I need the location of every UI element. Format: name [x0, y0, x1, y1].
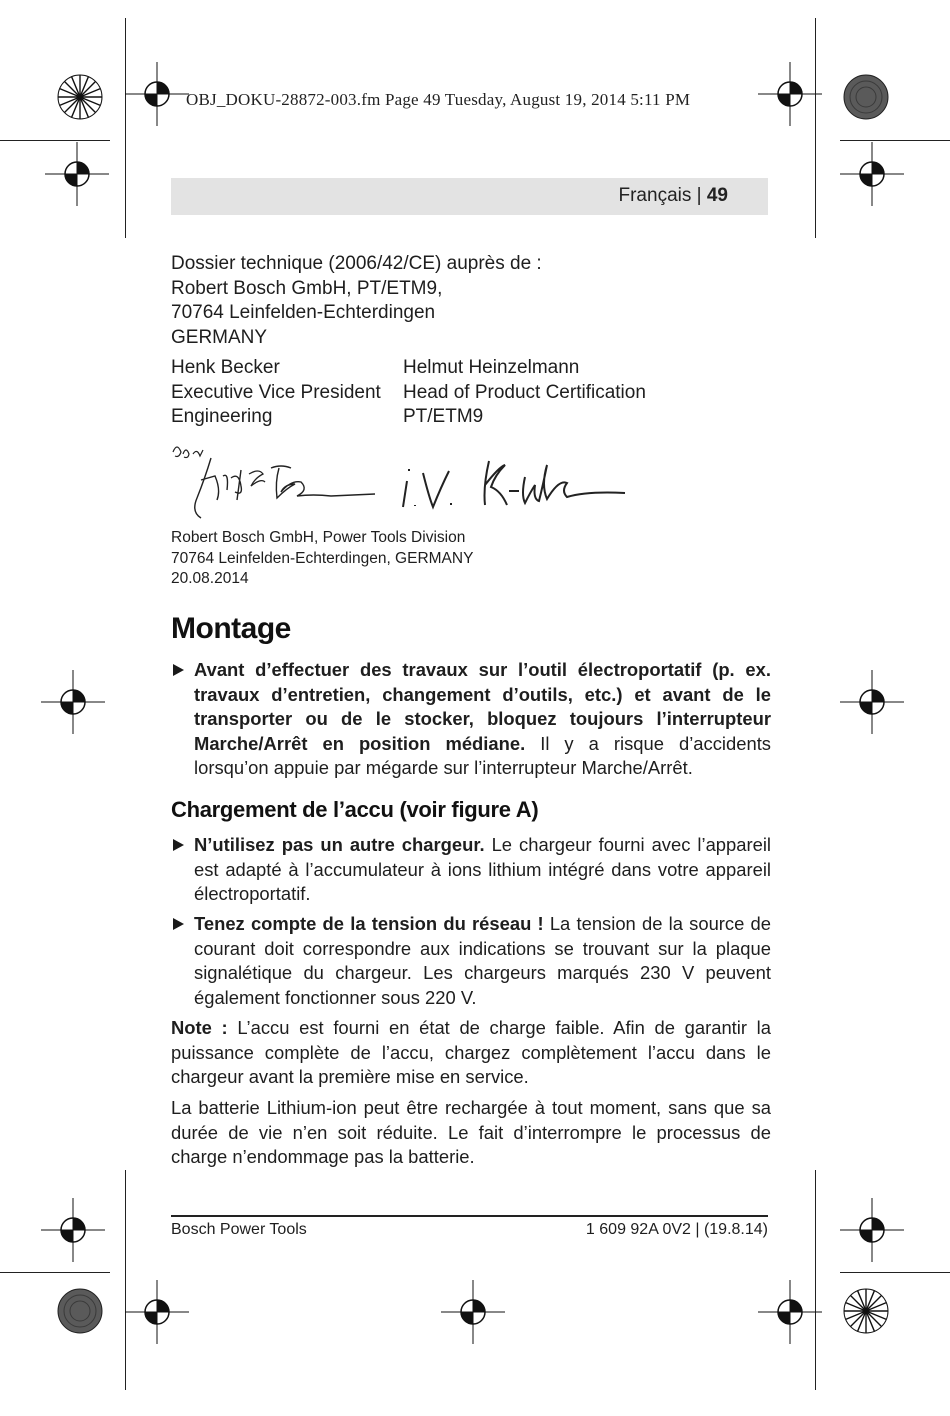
section-title-charging: Chargement de l’accu (voir figure A) [171, 797, 539, 822]
bold-instruction: Tenez compte de la tension du réseau ! [194, 913, 544, 934]
registration-mark-left-upper [45, 142, 109, 206]
technical-file-line: GERMANY [171, 326, 268, 348]
charging-paragraph [171, 1096, 771, 1170]
header-text [619, 185, 729, 207]
star-target-bottom-right [843, 1288, 889, 1334]
montage-bullet [171, 658, 771, 781]
signatory-title: Executive Vice President [171, 381, 381, 403]
page-header [171, 178, 768, 215]
explanation: Il y a risque d’accidents lorsqu’on appuie par mégarde sur l’interrupteur Marche/Arrêt. [194, 732, 771, 779]
signatory-department: PT/ETM9 [403, 406, 484, 428]
page-number: 49 [706, 185, 728, 206]
header-separator: | [696, 185, 702, 206]
company-date: 20.08.2014 [171, 570, 249, 587]
note-text [171, 1016, 771, 1090]
explanation: La tension de la source de courant doit correspondre aux indications se trouvant sur la plaque signalétique du chargeur. Les chargeurs marqués 230 V peuvent également fonctionner sous 220 V. [194, 913, 771, 1008]
header-language: Français [618, 185, 692, 206]
registration-mark-top-left [125, 62, 189, 126]
charging-note [171, 1016, 771, 1090]
bullet-triangle-icon [173, 918, 184, 930]
registration-mark-bottom-left [125, 1280, 189, 1344]
company-line: Robert Bosch GmbH, Power Tools Division [171, 529, 466, 546]
registration-mark-right-upper [840, 142, 904, 206]
signatory-name: Henk Becker [171, 357, 280, 378]
bullet-triangle-icon [173, 839, 184, 851]
charging-bullet-text [194, 833, 771, 907]
signature-right [401, 455, 631, 515]
montage-bullet-text [194, 658, 771, 781]
registration-mark-left-lower [41, 1198, 105, 1262]
technical-file-line: Dossier technique (2006/42/CE) auprès de : [171, 253, 542, 274]
printer-slug: OBJ_DOKU-28872-003.fm Page 49 Tuesday, August 19, 2014 5:11 PM [186, 90, 691, 109]
bullet-triangle-icon [173, 664, 184, 676]
technical-file-line: 70764 Leinfelden-Echterdingen [171, 302, 436, 324]
technical-file-line: Robert Bosch GmbH, PT/ETM9, [171, 277, 443, 299]
registration-mark-top-right [758, 62, 822, 126]
explanation: Le chargeur fourni avec l’appareil est adapté à l’accumulateur à ions lithium intégré dans votre appareil électroportatif. [194, 834, 772, 905]
bold-instruction: Avant d’effectuer des travaux sur l’outil électroportatif (p. ex. travaux d’entretien, changement d’outils, etc.) et avant de le transporter ou de le stocker, bloquez toujours l’interrupteur Marche/Arrêt en position médiane. [194, 659, 771, 754]
note-body: L’accu est fourni en état de charge faible. Afin de garantir la puissance complète de l’accu, chargez complètement l’accu dans le chargeur avant la première mise en service. [171, 1017, 771, 1088]
star-target-top-left [57, 74, 103, 120]
footer-doc-number: 1 609 92A 0V2 | (19.8.14) [585, 1221, 768, 1238]
company-line: 70764 Leinfelden-Echterdingen, GERMANY [171, 549, 474, 567]
signatory-department: Engineering [171, 406, 273, 428]
gray-target-bottom-left [57, 1288, 103, 1334]
registration-mark-bottom-right [758, 1280, 822, 1344]
registration-mark-right-middle [840, 670, 904, 734]
signatory-name: Helmut Heinzelmann [403, 357, 580, 378]
gray-target-top-right [843, 74, 889, 120]
signature-left [171, 440, 381, 520]
paragraph-text: La batterie Lithium-ion peut être rechargée à tout moment, sans que sa durée de vie n’en soit réduite. Le fait d’interrompre le processus de charge n’endommage pas la batterie. [171, 1097, 771, 1168]
charging-bullet-text [194, 912, 771, 1010]
footer-rule [171, 1215, 768, 1217]
registration-mark-left-middle [41, 670, 105, 734]
registration-mark-right-lower [840, 1198, 904, 1262]
note-label: Note : [171, 1017, 228, 1038]
signatory-title: Head of Product Certification [403, 381, 646, 403]
charging-bullet-charger [171, 833, 771, 907]
charging-bullet-voltage [171, 912, 771, 1010]
bold-instruction: N’utilisez pas un autre chargeur. [194, 834, 485, 855]
registration-mark-bottom-center [441, 1280, 505, 1344]
footer-brand: Bosch Power Tools [171, 1221, 307, 1238]
section-title-montage: Montage [171, 612, 291, 645]
